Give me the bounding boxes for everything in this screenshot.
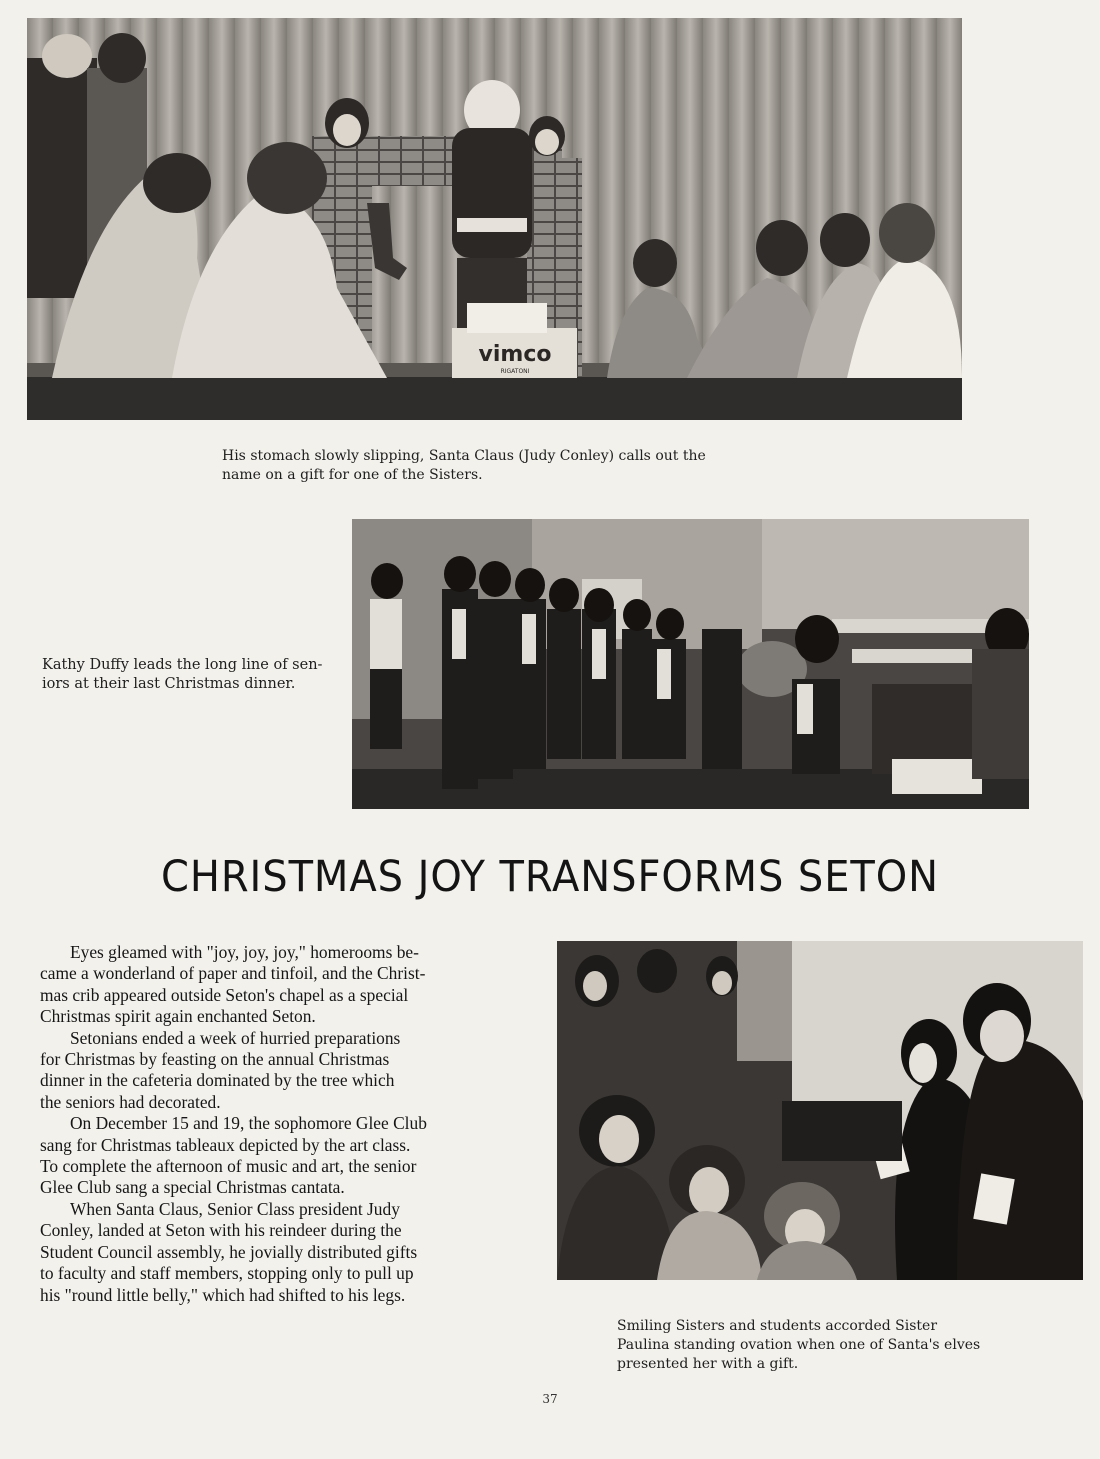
article-line: On December 15 and 19, the sophomore Glee Club: [70, 1113, 427, 1134]
dinner-photo-caption: [42, 656, 322, 694]
stage-photo-image: [27, 18, 962, 420]
page-number: 37: [542, 1392, 558, 1406]
article-paragraph: [40, 1199, 526, 1306]
article-line: Glee Club sang a special Christmas cantata.: [40, 1177, 345, 1198]
article-paragraph: [40, 1028, 526, 1114]
article-line: Christmas spirit again enchanted Seton.: [40, 1006, 316, 1027]
sisters-photo-image: [557, 941, 1083, 1280]
article-paragraph: [40, 942, 526, 1028]
article-body: [40, 942, 526, 1306]
caption-line: His stomach slowly slipping, Santa Claus (Judy Conley) calls out the: [222, 448, 706, 464]
dinner-photo: [352, 519, 1029, 809]
article-line: Student Council assembly, he jovially distributed gifts: [40, 1241, 418, 1262]
stage-photo-caption: [222, 447, 706, 485]
caption-line: Smiling Sisters and students accorded Sister: [617, 1318, 938, 1334]
article-line: came a wonderland of paper and tinfoil, and the Christ-: [40, 963, 426, 984]
article-line: mas crib appeared outside Seton's chapel as a special: [40, 984, 409, 1005]
caption-line: Paulina standing ovation when one of Santa's elves: [617, 1337, 981, 1353]
sisters-photo-caption: [617, 1317, 980, 1374]
stage-photo: [27, 18, 962, 420]
article-line: When Santa Claus, Senior Class president Judy: [70, 1198, 400, 1219]
article-line: the seniors had decorated.: [40, 1091, 221, 1112]
caption-line: iors at their last Christmas dinner.: [42, 676, 296, 692]
article-line: sang for Christmas tableaux depicted by the art class.: [40, 1134, 411, 1155]
article-line: his "round little belly," which had shifted to his legs.: [40, 1284, 406, 1305]
article-line: to faculty and staff members, stopping only to pull up: [40, 1263, 414, 1284]
box-sublabel: RIGATONI: [500, 368, 530, 375]
article-line: Conley, landed at Seton with his reindeer during the: [40, 1220, 402, 1241]
caption-line: presented her with a gift.: [617, 1356, 799, 1372]
article-line: for Christmas by feasting on the annual Christmas: [40, 1049, 390, 1070]
caption-line: Kathy Duffy leads the long line of sen-: [42, 657, 323, 673]
article-paragraph: [40, 1113, 526, 1199]
article-line: To complete the afternoon of music and art, the senior: [40, 1156, 417, 1177]
article-line: Eyes gleamed with "joy, joy, joy," homerooms be-: [70, 942, 419, 962]
dinner-photo-image: [352, 519, 1029, 809]
sisters-photo: [557, 941, 1083, 1280]
article-line: dinner in the cafeteria dominated by the tree which: [40, 1070, 395, 1091]
caption-line: name on a gift for one of the Sisters.: [222, 467, 483, 483]
box-label: vimco: [478, 342, 552, 367]
article-line: Setonians ended a week of hurried preparations: [70, 1027, 401, 1048]
headline: CHRISTMAS JOY TRANSFORMS SETON: [160, 852, 940, 902]
